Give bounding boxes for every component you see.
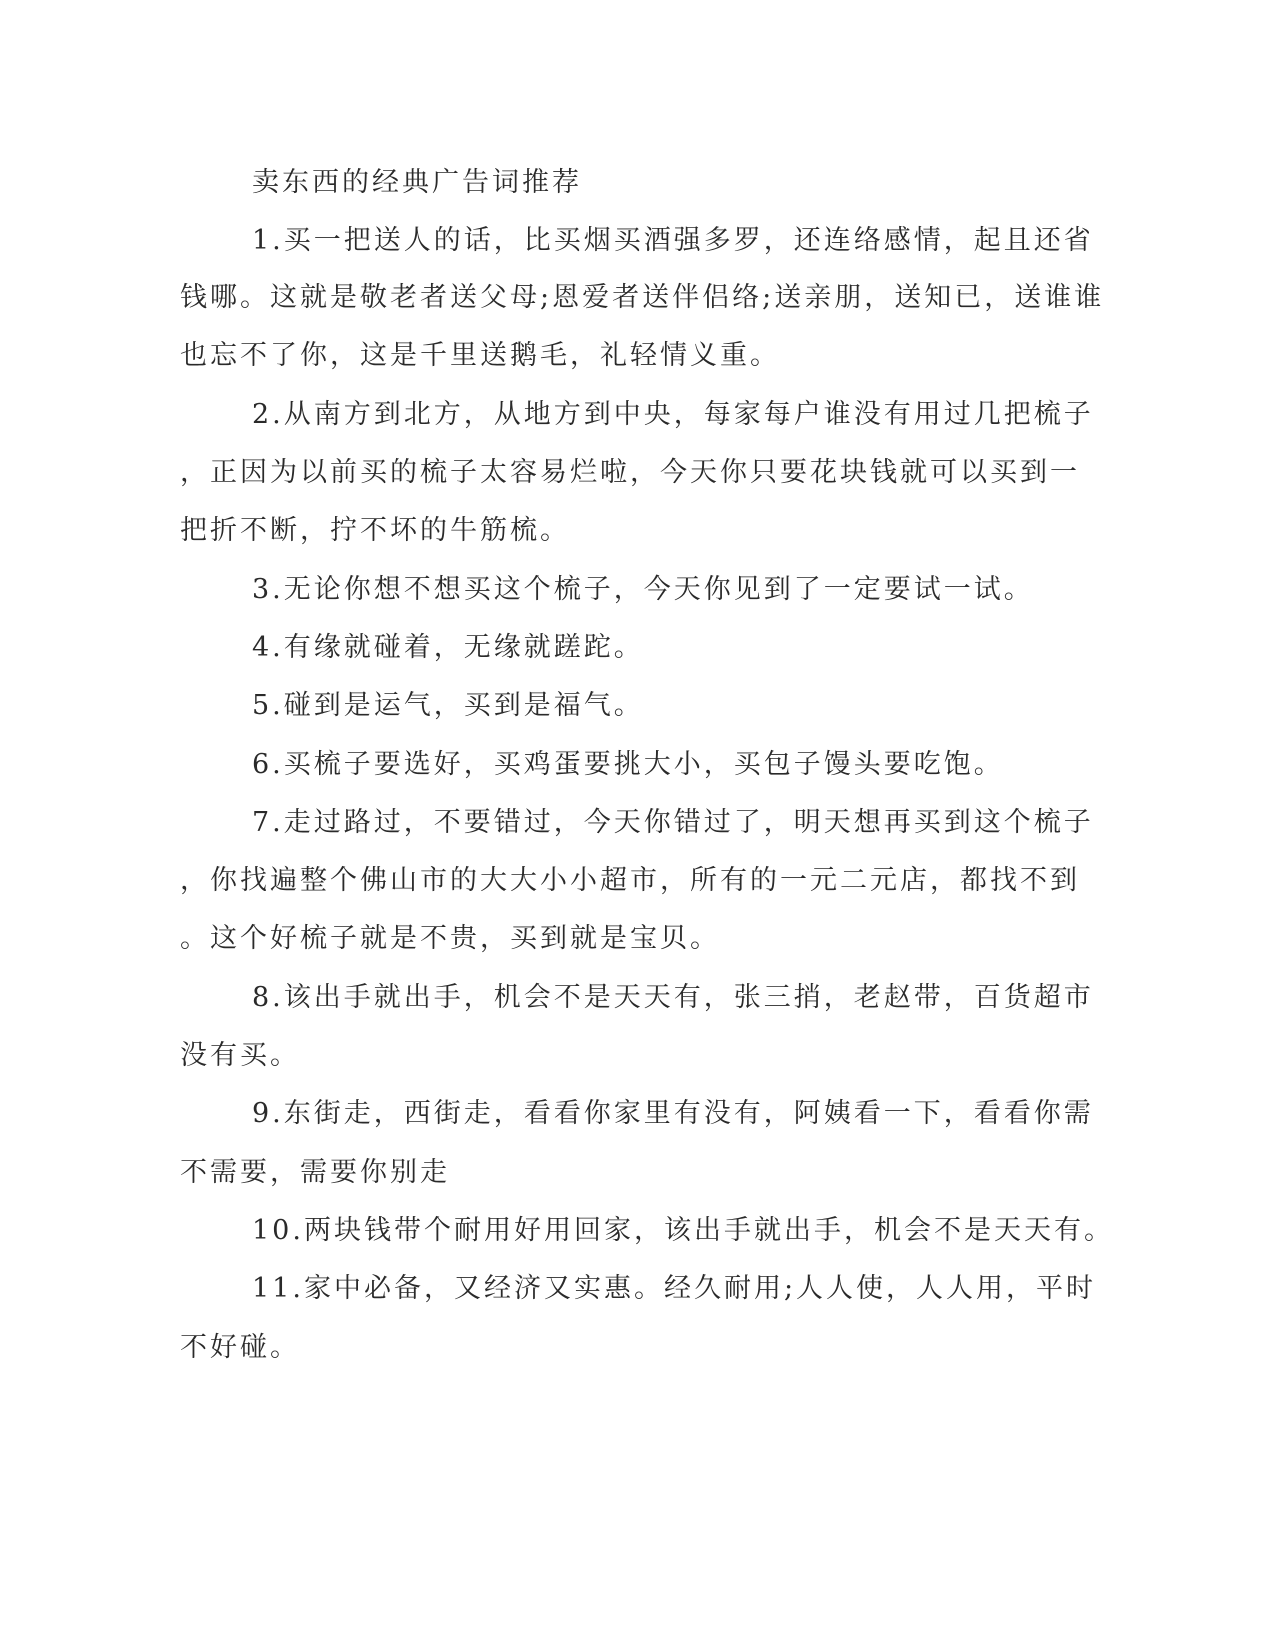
paragraph-line: ，你找遍整个佛山市的大大小小超市，所有的一元二元店，都找不到 — [180, 865, 1080, 896]
paragraph-line: 10.两块钱带个耐用好用回家，该出手就出手，机会不是天天有。 — [252, 1215, 1114, 1246]
paragraph-line: 1.买一把送人的话，比买烟买酒强多罗，还连络感情，起且还省 — [252, 225, 1094, 256]
paragraph-line: 8.该出手就出手，机会不是天天有，张三捎，老赵带，百货超市 — [252, 982, 1094, 1013]
paragraph-line: 4.有缘就碰着，无缘就蹉跎。 — [252, 632, 644, 663]
paragraph-line: 把折不断，拧不坏的牛筋梳。 — [180, 515, 570, 546]
paragraph-line: 。这个好梳子就是不贵，买到就是宝贝。 — [180, 923, 720, 954]
paragraph-line: ，正因为以前买的梳子太容易烂啦，今天你只要花块钱就可以买到一 — [180, 457, 1080, 488]
paragraph-line: 钱哪。这就是敬老者送父母;恩爱者送伴侣络;送亲朋，送知已，送谁谁 — [180, 282, 1105, 313]
paragraph-line: 也忘不了你，这是千里送鹅毛，礼轻情义重。 — [180, 340, 780, 371]
paragraph-line: 没有买。 — [180, 1040, 300, 1071]
paragraph-line: 6.买梳子要选好，买鸡蛋要挑大小，买包子馒头要吃饱。 — [252, 749, 1004, 780]
document-title: 卖东西的经典广告词推荐 — [252, 167, 582, 198]
paragraph-line: 不好碰。 — [180, 1332, 300, 1363]
paragraph-line: 7.走过路过，不要错过，今天你错过了，明天想再买到这个梳子 — [252, 807, 1094, 838]
paragraph-line: 3.无论你想不想买这个梳子，今天你见到了一定要试一试。 — [252, 574, 1034, 605]
paragraph-line: 9.东街走，西街走，看看你家里有没有，阿姨看一下，看看你需 — [252, 1098, 1094, 1129]
paragraph-line: 5.碰到是运气，买到是福气。 — [252, 690, 644, 721]
paragraph-line: 不需要，需要你别走 — [180, 1157, 450, 1188]
paragraph-line: 11.家中必备，又经济又实惠。经久耐用;人人使，人人用，平时 — [252, 1273, 1097, 1304]
paragraph-line: 2.从南方到北方，从地方到中央，每家每户谁没有用过几把梳子 — [252, 399, 1094, 430]
